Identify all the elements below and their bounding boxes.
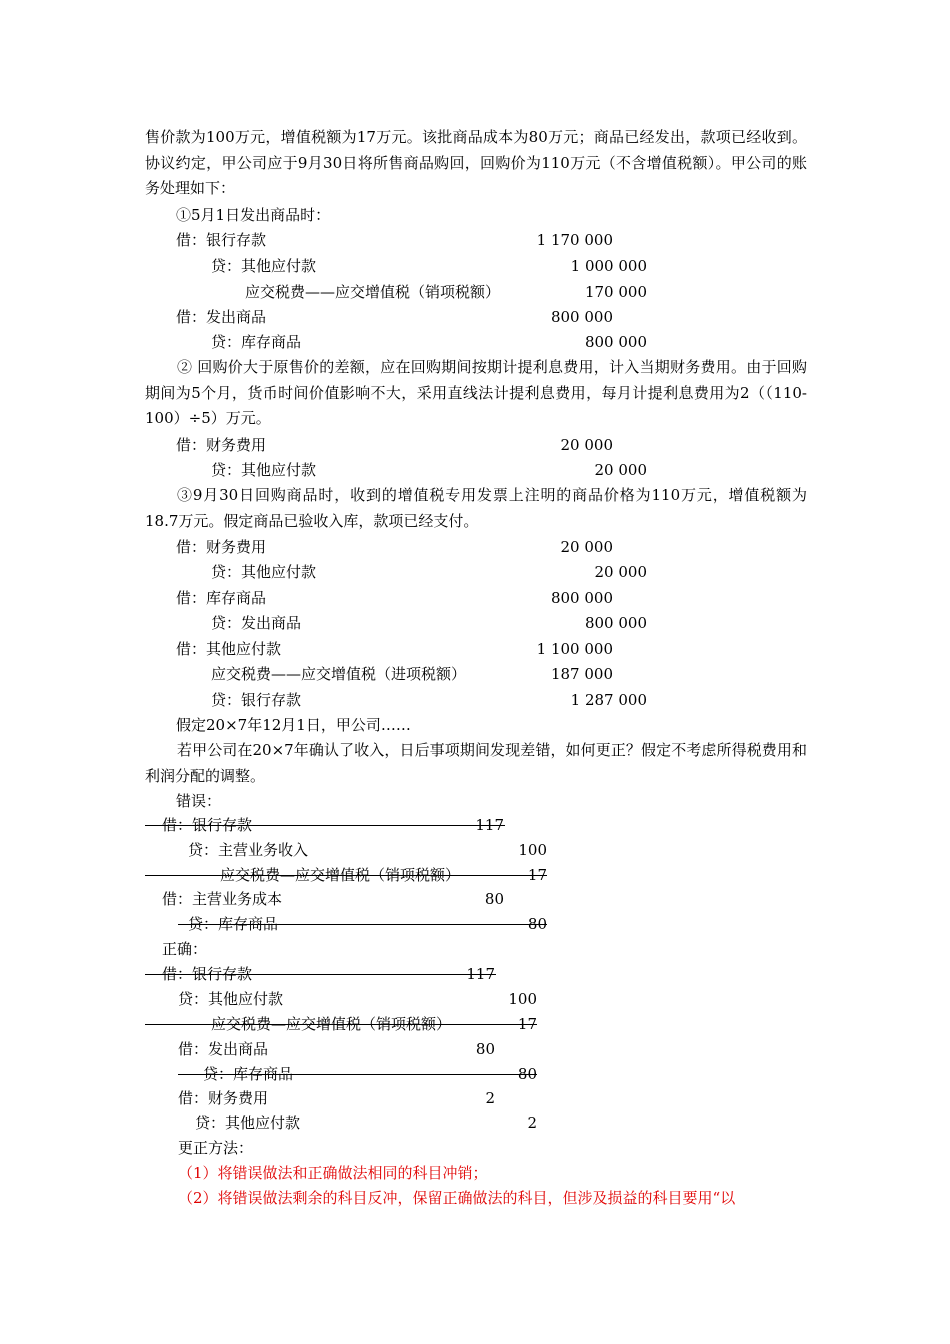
question-paragraph: 若甲公司在20×7年确认了收入，日后事项期间发现差错，如何更正？假定不考虑所得税费用和利润分配的调整。 xyxy=(145,741,807,785)
entry-line: 借：财务费用 xyxy=(176,436,267,454)
intro-paragraph: 售价款为100万元，增值税额为17万元。该批商品成本为80万元；商品已经发出，款项已经收到。协议约定，甲公司应于9月30日将所售商品购回，回购价为110万元（不含增值税额）。甲公司的账务处理如下： xyxy=(145,128,807,198)
entry-line: 借：主营业务成本 xyxy=(162,890,283,908)
entry-line: 借：库存商品 xyxy=(176,589,267,607)
entry-amount: 80 xyxy=(484,890,504,908)
entry-line: 借：其他应付款 xyxy=(176,640,282,658)
step3-paragraph: ③9月30日回购商品时，收到的增值税专用发票上注明的商品价格为110万元，增值税额为18.7万元。假定商品已验收入库，款项已经支付。 xyxy=(145,486,807,530)
entry-amount: 800 000 xyxy=(550,308,613,326)
entry-amount: 100 xyxy=(518,841,547,859)
entry-line: 应交税费——应交增值税（进项税额） xyxy=(211,665,467,683)
wrong-label: 错误： xyxy=(176,792,222,810)
entry-line: 借：财务费用 xyxy=(178,1089,269,1107)
strikethrough-line xyxy=(145,974,496,975)
entry-line: 贷：其他应付款 xyxy=(211,257,317,275)
entry-line: 借：银行存款 xyxy=(162,816,253,834)
entry-line: 应交税费——应交增值税（销项税额） xyxy=(245,283,501,301)
entry-line: 贷：银行存款 xyxy=(211,691,302,709)
entry-amount: 2 xyxy=(485,1089,495,1107)
entry-line: 贷：库存商品 xyxy=(188,915,279,933)
method-label: 更正方法： xyxy=(178,1139,254,1157)
entry-amount: 1 000 000 xyxy=(570,257,647,275)
entry-amount: 80 xyxy=(475,1040,495,1058)
entry-line: 借：发出商品 xyxy=(178,1040,269,1058)
entry-amount: 80 xyxy=(517,1065,537,1083)
entry-amount: 2 xyxy=(527,1114,537,1132)
strikethrough-line xyxy=(145,875,547,876)
entry-line: 应交税费—应交增值税（销项税额） xyxy=(211,1015,452,1033)
entry-amount: 17 xyxy=(517,1015,537,1033)
entry-line: 贷：发出商品 xyxy=(211,614,302,632)
entry-amount: 20 000 xyxy=(594,461,647,479)
entry-amount: 800 000 xyxy=(550,589,613,607)
method-rule-1: （1）将错误做法和正确做法相同的科目冲销； xyxy=(178,1164,488,1182)
entry-amount: 1 170 000 xyxy=(536,231,613,249)
entry-amount: 170 000 xyxy=(584,283,647,301)
correct-label: 正确： xyxy=(162,940,208,958)
entry-line: 借：银行存款 xyxy=(176,231,267,249)
entry-amount: 117 xyxy=(475,816,504,834)
entry-line: 应交税费—应交增值税（销项税额） xyxy=(220,866,461,884)
entry-line: 贷：库存商品 xyxy=(211,333,302,351)
entry-amount: 20 000 xyxy=(560,538,613,556)
entry-line: 借：财务费用 xyxy=(176,538,267,556)
assumption-line: 假定20×7年12月1日，甲公司…… xyxy=(176,716,411,734)
entry-line: 贷：其他应付款 xyxy=(178,990,284,1008)
step1-title: ①5月1日发出商品时： xyxy=(176,206,331,224)
entry-amount: 1 287 000 xyxy=(570,691,647,709)
strikethrough-line xyxy=(145,825,505,826)
entry-amount: 800 000 xyxy=(584,333,647,351)
entry-amount: 117 xyxy=(466,965,495,983)
entry-line: 借：银行存款 xyxy=(162,965,253,983)
entry-amount: 100 xyxy=(508,990,537,1008)
entry-line: 借：发出商品 xyxy=(176,308,267,326)
entry-amount: 20 000 xyxy=(560,436,613,454)
step2-paragraph: ② 回购价大于原售价的差额，应在回购期间按期计提利息费用，计入当期财务费用。由于回购期间为5个月，货币时间价值影响不大，采用直线法计提利息费用，每月计提利息费用为2（（110-100）÷5）万元。 xyxy=(145,358,807,428)
entry-line: 贷：其他应付款 xyxy=(195,1114,301,1132)
entry-amount: 187 000 xyxy=(550,665,613,683)
method-rule-2: （2）将错误做法剩余的科目反冲，保留正确做法的科目，但涉及损益的科目要用“以 xyxy=(178,1189,736,1207)
entry-line: 贷：其他应付款 xyxy=(211,563,317,581)
entry-amount: 20 000 xyxy=(594,563,647,581)
entry-line: 贷：其他应付款 xyxy=(211,461,317,479)
entry-line: 贷：主营业务收入 xyxy=(188,841,309,859)
entry-amount: 1 100 000 xyxy=(536,640,613,658)
entry-amount: 800 000 xyxy=(584,614,647,632)
entry-line: 贷：库存商品 xyxy=(203,1065,294,1083)
entry-amount: 17 xyxy=(527,866,547,884)
strikethrough-line xyxy=(145,1024,537,1025)
entry-amount: 80 xyxy=(527,915,547,933)
strikethrough-line xyxy=(178,924,547,925)
strikethrough-line xyxy=(178,1074,537,1075)
